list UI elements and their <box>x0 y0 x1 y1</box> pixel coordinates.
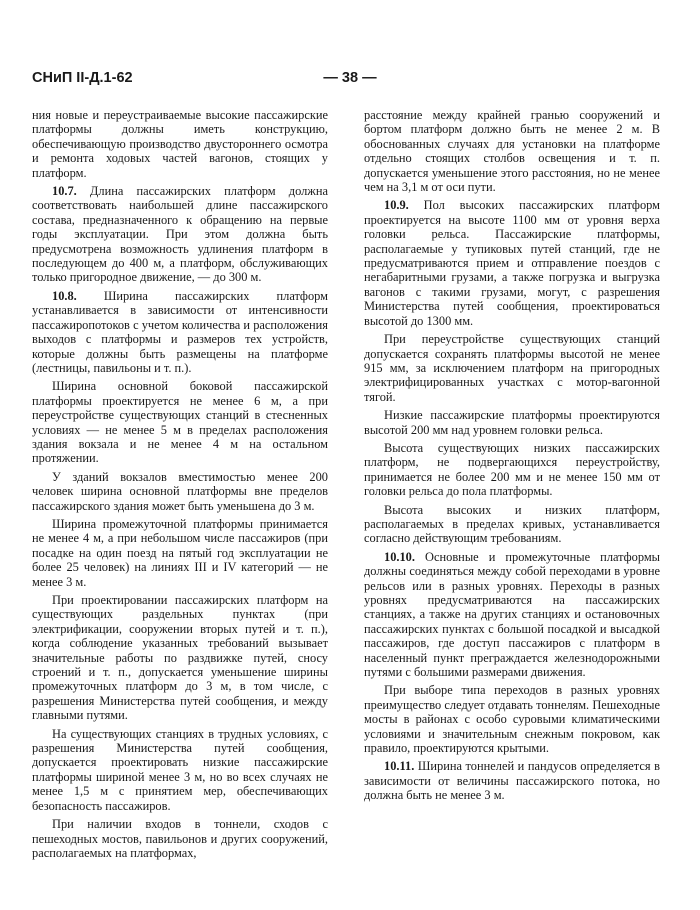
paragraph: Ширина основной боковой пассажирской платформы проектируется не менее 6 м, а при переустройстве существующих станций в стесненных условиях — не менее 5 м в пределах расположения здания вокзала и не менее 4 м на остальном протяжении. <box>32 379 328 466</box>
clause-number: 10.7. <box>52 184 77 199</box>
paragraph: При наличии входов в тоннели, сходов с пешеходных мостов, павильонов и других сооружений, располагаемых на платформах, <box>32 817 328 860</box>
clause-number: 10.8. <box>52 288 77 303</box>
document-code: СНиП II-Д.1-62 <box>32 70 133 86</box>
paragraph: При переустройстве существующих станций допускается сохранять платформы высотой не менее 915 мм, за исключением платформ на пригородных электрифицированных участках с мотор-вагонной тягой. <box>364 332 660 404</box>
clause-number: 10.9. <box>384 198 409 213</box>
paragraph: При выборе типа переходов в разных уровнях преимущество следует отдавать тоннелям. Пешеходные мосты в районах с особо суровыми климатическими условиями и значительным снежным покровом, как правило, проектируются крытыми. <box>364 683 660 756</box>
paragraph: расстояние между крайней гранью сооружений и бортом платформ должно быть не менее 2 м. В обоснованных случаях для установки на платформе отдельно стоящих столбов освещения и т. п. допускается уменьшение этого расстояния, но не менее чем на 3,1 м от оси пути. <box>364 108 660 195</box>
paragraph: Ширина промежуточной платформы принимается не менее 4 м, а при небольшом числе пассажиров (при посадке на один поезд на пятый год эксплуатации не более 25 человек) на линиях III и IV категорий — не менее 3 м. <box>32 516 328 589</box>
paragraph: Низкие пассажирские платформы проектируются высотой 200 мм над уровнем головки рельса. <box>364 408 660 437</box>
paragraph: Высота существующих низких пассажирских платформ, не подвергающихся переустройству, принимается не более 200 мм и не менее 150 мм от головки рельса до пола платформы. <box>364 440 660 499</box>
clause-number: 10.10. <box>384 549 415 564</box>
page-number: — 38 — <box>323 70 377 86</box>
paragraph: При проектировании пассажирских платформ на существующих раздельных пунктах (при электрификации, сооружении вторых путей и т. п.), когда соблюдение указанных требований вызывает значительные работы по раздвижке путей, сносу строений и т. п., допускается уменьшение ширины промежуточных платформ до 3 м, в том числе, с разрешения Министерства путей сообщения, и между главными путями. <box>32 593 328 723</box>
left-column <box>32 108 328 860</box>
paragraph-10-9: 10.9. Пол высоких пассажирских платформ проектируется на высоте 1100 мм от уровня верха головки рельса. Пассажирские платформы, располагаемые у тупиковых путей станций, где не предусматриваются прием и отправление поездов с негабаритными грузами, а также погрузка и выгрузка вагонов с такими грузами, могут, с разрешения Министерства путей сообщения, проектироваться высотой до 1300 мм. <box>364 198 660 328</box>
clause-number: 10.11. <box>384 759 415 774</box>
paragraph-10-7: 10.7. Длина пассажирских платформ должна соответствовать наибольшей длине пассажирского состава, предназначенного к обращению на первые годы эксплуатации. При этом должна быть предусмотрена возможность удлинения платформ в последующем до 400 м, а платформ, обслуживающих только пригородное движение, — до 300 м. <box>32 184 328 285</box>
paragraph-10-8: 10.8. Ширина пассажирских платформ устанавливается в зависимости от интенсивности пассажиропотоков с учетом количества и расположения выходов с платформы и размеров тех устройств, которые должны быть размещены на платформе (лестницы, павильоны и т. п.). <box>32 288 328 375</box>
paragraph: ния новые и переустраиваемые высокие пассажирские платформы должны иметь конструкцию, обеспечивающую производство двустороннего осмотра и ремонта ходовых частей вагонов, стоящих у платформ. <box>32 108 328 180</box>
paragraph: У зданий вокзалов вместимостью менее 200 человек ширина основной платформы вне пределов пассажирского здания может быть уменьшена до 3 м. <box>32 469 328 513</box>
paragraph-10-10: 10.10. Основные и промежуточные платформы должны соединяться между собой переходами в уровне рельсов или в разных уровнях. Переходы в разных уровнях предусматриваются на пассажирских станциях, а также на других станциях и остановочных пассажирских пунктах с большой посадкой и высадкой пассажиров, где доступ пассажиров с платформ в населенный пункт преграждается железнодорожными путями с большими размерами движения. <box>364 549 660 680</box>
paragraph: На существующих станциях в трудных условиях, с разрешения Министерства путей сообщения, допускается проектировать низкие пассажирские платформы шириной менее 3 м, но во всех случаях не менее 1,5 м с принятием мер, обеспечивающих безопасность пассажиров. <box>32 726 328 813</box>
paragraph: Высота высоких и низких платформ, располагаемых в пределах кривых, устанавливается согласно действующим требованиям. <box>364 502 660 546</box>
paragraph-10-11: 10.11. Ширина тоннелей и пандусов определяется в зависимости от величины пассажирского потока, но должна быть не менее 3 м. <box>364 759 660 803</box>
right-column <box>364 108 660 803</box>
